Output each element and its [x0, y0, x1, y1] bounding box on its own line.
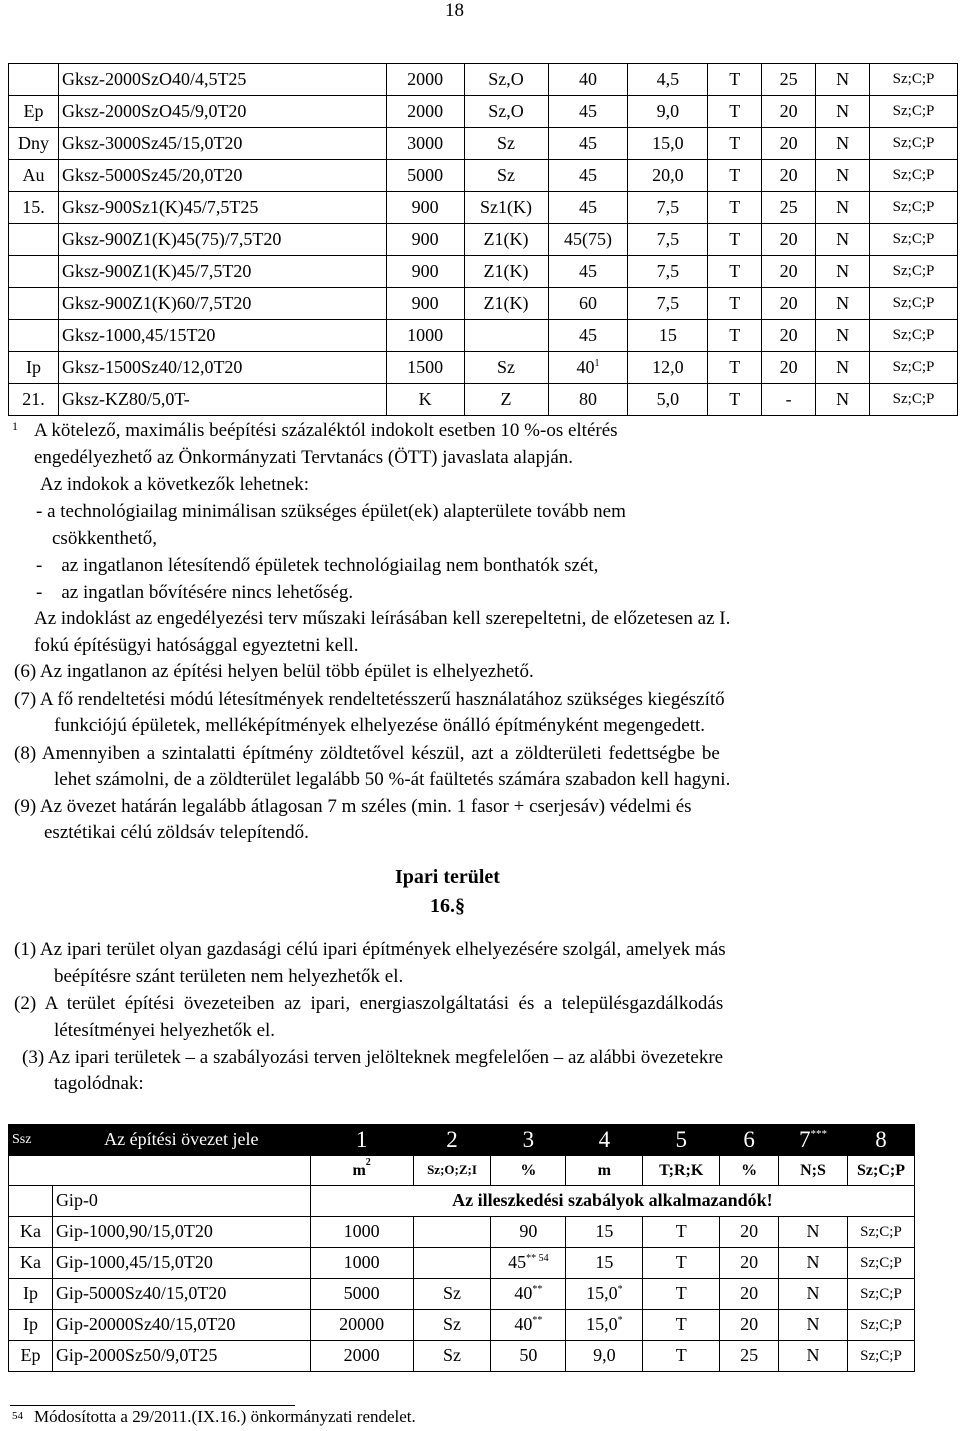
- max-height: 12,0: [628, 352, 708, 384]
- header-col-7-label: 7: [799, 1127, 811, 1153]
- units-row: [9, 1156, 915, 1186]
- max-height: 7,5: [628, 256, 708, 288]
- extra: Sz;C;P: [870, 352, 958, 384]
- row-index: Ka: [9, 1217, 53, 1248]
- row-index: [9, 64, 59, 96]
- min-lot-area: 900: [386, 288, 464, 320]
- max-coverage: 45: [548, 160, 628, 192]
- zone-table-industrial: [8, 1124, 915, 1372]
- header-col-7-sup: ***: [810, 1128, 827, 1141]
- footnote-54-marker: 54: [12, 1410, 23, 1422]
- parking: N: [779, 1248, 848, 1279]
- row-index: [9, 288, 59, 320]
- parking: N: [816, 192, 870, 224]
- footnote-1-line: engedélyezhető az Önkormányzati Tervtanács (ÖTT) javaslata alapján.: [34, 447, 574, 468]
- utility-level: T: [708, 320, 762, 352]
- table-row: [9, 160, 958, 192]
- paragraph-8-cont: lehet számolni, de a zöldterület legalább 50 %-át faültetés számára szabadon kell hagyni.: [54, 769, 731, 790]
- max-height: 7,5: [628, 192, 708, 224]
- paragraph-9-cont: esztétikai célú zöldsáv telepítendő.: [44, 822, 309, 843]
- row-index: Ep: [9, 1341, 53, 1372]
- max-coverage: [491, 1279, 566, 1310]
- min-green: 20: [762, 96, 816, 128]
- table-header-row: [9, 1125, 915, 1156]
- zone-code: Gip-1000,90/15,0T20: [52, 1217, 310, 1248]
- min-lot-area: 1500: [386, 352, 464, 384]
- header-col-4: 4: [566, 1125, 643, 1156]
- utility-level: T: [708, 160, 762, 192]
- row-index: Ip: [9, 1310, 53, 1341]
- footnote-1-line: csökkenthető,: [52, 528, 158, 549]
- table-row: [9, 352, 958, 384]
- max-coverage: [491, 1248, 566, 1279]
- section-number: 16.§: [430, 895, 465, 917]
- max-coverage-value: 45: [508, 1252, 527, 1273]
- building-mode: Z1(K): [464, 256, 548, 288]
- min-green: 20: [762, 224, 816, 256]
- header-ssz: Ssz: [9, 1125, 53, 1156]
- max-height: 9,0: [566, 1341, 643, 1372]
- header-col-3: 3: [491, 1125, 566, 1156]
- table-row: [9, 224, 958, 256]
- header-col-7: [779, 1125, 848, 1156]
- min-lot-area: 1000: [386, 320, 464, 352]
- min-lot-area: 5000: [386, 160, 464, 192]
- row-index: Ep: [9, 96, 59, 128]
- min-green: 25: [762, 192, 816, 224]
- min-green: 20: [720, 1310, 779, 1341]
- zone-code: Gksz-900Z1(K)45(75)/7,5T20: [58, 224, 386, 256]
- parking: N: [779, 1341, 848, 1372]
- table-row: [9, 1341, 915, 1372]
- parking: N: [779, 1310, 848, 1341]
- min-lot-area: 900: [386, 192, 464, 224]
- paragraph-6: (6) Az ingatlanon az építési helyen belül több épület is elhelyezhető.: [14, 661, 534, 682]
- max-coverage: 45: [548, 256, 628, 288]
- table-row: [9, 288, 958, 320]
- building-mode: Sz,O: [464, 64, 548, 96]
- min-green: 20: [762, 320, 816, 352]
- unit-percent-2: %: [720, 1156, 779, 1186]
- utility-level: T: [708, 128, 762, 160]
- extra: Sz;C;P: [870, 256, 958, 288]
- utility-level: T: [643, 1341, 720, 1372]
- table-row: [9, 384, 958, 416]
- extra: Sz;C;P: [870, 160, 958, 192]
- parking: N: [816, 352, 870, 384]
- utility-level: T: [708, 64, 762, 96]
- zone-code: Gksz-900Sz1(K)45/7,5T25: [58, 192, 386, 224]
- max-height-value: 15,0: [586, 1283, 618, 1304]
- zone-table-top: [8, 63, 958, 416]
- parking: N: [816, 256, 870, 288]
- utility-level: T: [708, 192, 762, 224]
- max-coverage-sup: ** 54: [526, 1253, 549, 1265]
- units-empty: [52, 1156, 310, 1186]
- table-row: [9, 1186, 915, 1217]
- utility-level: T: [708, 384, 762, 416]
- section-heading: Ipari terület: [395, 866, 500, 888]
- unit-percent: %: [491, 1156, 566, 1186]
- paragraph-7: (7) A fő rendeltetési módú létesítmények rendeltetésszerű használatához szükséges kiegészítő: [14, 689, 725, 710]
- building-mode: Sz: [464, 128, 548, 160]
- extra: Sz;C;P: [847, 1217, 914, 1248]
- paragraph-s2-cont: létesítményei helyezhetők el.: [54, 1020, 276, 1041]
- max-coverage: 80: [548, 384, 628, 416]
- row-index: [9, 320, 59, 352]
- max-coverage-sup: **: [532, 1315, 543, 1327]
- zone-code: Gksz-900Z1(K)60/7,5T20: [58, 288, 386, 320]
- row-index: Dny: [9, 128, 59, 160]
- max-height: 9,0: [628, 96, 708, 128]
- max-height: 15: [628, 320, 708, 352]
- max-coverage: 45: [548, 320, 628, 352]
- unit-trk: T;R;K: [643, 1156, 720, 1186]
- table-row: [9, 1248, 915, 1279]
- max-height: 15: [566, 1248, 643, 1279]
- table-row: [9, 320, 958, 352]
- zone-code: Gip-2000Sz50/9,0T25: [52, 1341, 310, 1372]
- min-green: 20: [762, 128, 816, 160]
- utility-level: T: [643, 1310, 720, 1341]
- footnote-54-text: Módosította a 29/2011.(IX.16.) önkormányzati rendelet.: [34, 1407, 416, 1426]
- paragraph-8: (8) Amennyiben a szintalatti építmény zöldtetővel készül, azt a zöldterületi fedettségbe be: [14, 743, 720, 764]
- table-row: [9, 64, 958, 96]
- extra: Sz;C;P: [870, 64, 958, 96]
- max-coverage: 60: [548, 288, 628, 320]
- parking: N: [816, 96, 870, 128]
- paragraph-9: (9) Az övezet határán legalább átlagosan 7 m széles (min. 1 fasor + cserjesáv) védelmi és: [14, 796, 692, 817]
- unit-area-sup: 2: [365, 1156, 371, 1168]
- max-height: [566, 1310, 643, 1341]
- building-mode: Sz,O: [464, 96, 548, 128]
- page-number: 18: [445, 0, 464, 21]
- utility-level: T: [643, 1248, 720, 1279]
- row-index: Ip: [9, 1279, 53, 1310]
- extra: Sz;C;P: [847, 1341, 914, 1372]
- parking: N: [816, 384, 870, 416]
- paragraph-s1: (1) Az ipari terület olyan gazdasági célú ipari építmények elhelyezésére szolgál, amelyek más: [14, 939, 726, 960]
- table-row: [9, 1310, 915, 1341]
- min-green: 20: [762, 288, 816, 320]
- building-mode: Sz: [413, 1310, 491, 1341]
- min-green: 20: [720, 1217, 779, 1248]
- table-row: [9, 256, 958, 288]
- row-index: [9, 224, 59, 256]
- max-coverage-sup: 1: [594, 357, 600, 369]
- utility-level: T: [708, 256, 762, 288]
- min-lot-area: 900: [386, 224, 464, 256]
- min-green: 20: [762, 352, 816, 384]
- footnote-1-line: - az ingatlan bővítésére nincs lehetőség.: [36, 582, 354, 603]
- max-height: 7,5: [628, 288, 708, 320]
- extra: Sz;C;P: [847, 1310, 914, 1341]
- parking: N: [816, 64, 870, 96]
- max-height-sup: *: [617, 1284, 623, 1296]
- min-green: 20: [720, 1279, 779, 1310]
- max-height: 20,0: [628, 160, 708, 192]
- zone-code: Gksz-900Z1(K)45/7,5T20: [58, 256, 386, 288]
- max-height: [566, 1279, 643, 1310]
- max-height: 4,5: [628, 64, 708, 96]
- zone-code: Gip-0: [52, 1186, 310, 1217]
- max-coverage: 50: [491, 1341, 566, 1372]
- max-coverage: 45: [548, 128, 628, 160]
- footnote-marker-1: 1: [12, 419, 18, 433]
- paragraph-7-cont: funkciójú épületek, melléképítmények elhelyezése önálló építményként megengedett.: [54, 715, 706, 736]
- min-lot-area: 20000: [310, 1310, 413, 1341]
- min-lot-area: 2000: [386, 64, 464, 96]
- max-coverage: 45: [548, 96, 628, 128]
- header-col-6: 6: [720, 1125, 779, 1156]
- max-coverage-value: 40: [514, 1314, 533, 1335]
- parking: N: [816, 160, 870, 192]
- max-height: 15: [566, 1217, 643, 1248]
- table-row: [9, 96, 958, 128]
- parking: N: [816, 224, 870, 256]
- header-col-5: 5: [643, 1125, 720, 1156]
- extra: Sz;C;P: [870, 128, 958, 160]
- unit-ns: N;S: [779, 1156, 848, 1186]
- extra: Sz;C;P: [847, 1248, 914, 1279]
- min-lot-area: 900: [386, 256, 464, 288]
- utility-level: T: [708, 288, 762, 320]
- extra: Sz;C;P: [870, 384, 958, 416]
- max-height-sup: *: [617, 1315, 623, 1327]
- building-mode: Z1(K): [464, 224, 548, 256]
- max-coverage: 40: [548, 64, 628, 96]
- min-lot-area: K: [386, 384, 464, 416]
- zone-code: Gip-5000Sz40/15,0T20: [52, 1279, 310, 1310]
- building-mode: [413, 1248, 491, 1279]
- min-green: 20: [762, 256, 816, 288]
- max-coverage: 90: [491, 1217, 566, 1248]
- building-mode: Sz: [464, 160, 548, 192]
- footnote-1-line: A kötelező, maximális beépítési százaléktól indokolt esetben 10 %-os eltérés: [34, 420, 618, 441]
- min-green: 25: [720, 1341, 779, 1372]
- row-index: 21.: [9, 384, 59, 416]
- building-mode: [464, 320, 548, 352]
- min-lot-area: 5000: [310, 1279, 413, 1310]
- min-green: -: [762, 384, 816, 416]
- row-index: Ip: [9, 352, 59, 384]
- min-lot-area: 1000: [310, 1217, 413, 1248]
- units-empty: [9, 1156, 53, 1186]
- unit-area-label: m: [352, 1161, 366, 1179]
- header-zone-code: Az építési övezet jele: [52, 1125, 310, 1156]
- max-coverage: 45: [548, 192, 628, 224]
- header-col-1: 1: [310, 1125, 413, 1156]
- building-mode: Sz: [413, 1341, 491, 1372]
- max-coverage: 45(75): [548, 224, 628, 256]
- unit-meter: m: [566, 1156, 643, 1186]
- zone-code: Gksz-1000,45/15T20: [58, 320, 386, 352]
- max-coverage-value: 40: [514, 1283, 533, 1304]
- header-col-8: 8: [847, 1125, 914, 1156]
- paragraph-s3-cont: tagolódnak:: [54, 1073, 144, 1094]
- max-coverage-value: 40: [576, 356, 595, 377]
- zone-code: Gip-20000Sz40/15,0T20: [52, 1310, 310, 1341]
- building-mode: Sz: [413, 1279, 491, 1310]
- parking: N: [779, 1217, 848, 1248]
- unit-area: [310, 1156, 413, 1186]
- extra: Sz;C;P: [870, 320, 958, 352]
- utility-level: T: [708, 224, 762, 256]
- parking: N: [816, 288, 870, 320]
- header-col-2: 2: [413, 1125, 491, 1156]
- footnote-1-line: Az indoklást az engedélyezési terv műszaki leírásában kell szerepeltetni, de előzetesen az I.: [34, 608, 731, 629]
- max-coverage: [491, 1310, 566, 1341]
- paragraph-s2: (2) A terület építési övezeteiben az ipari, energiaszolgáltatási és a településgazdálkodás: [14, 993, 724, 1014]
- min-green: 20: [720, 1248, 779, 1279]
- building-mode: Z1(K): [464, 288, 548, 320]
- min-lot-area: 2000: [310, 1341, 413, 1372]
- extra: Sz;C;P: [847, 1279, 914, 1310]
- paragraph-s1-cont: beépítésre szánt területen nem helyezhetők el.: [54, 966, 404, 987]
- zone-code: Gksz-1500Sz40/12,0T20: [58, 352, 386, 384]
- utility-level: T: [708, 96, 762, 128]
- min-green: 25: [762, 64, 816, 96]
- gip0-note: Az illeszkedési szabályok alkalmazandók!: [310, 1186, 914, 1217]
- max-coverage: [548, 352, 628, 384]
- row-index: 15.: [9, 192, 59, 224]
- min-green: 20: [762, 160, 816, 192]
- unit-szcp: Sz;C;P: [847, 1156, 914, 1186]
- row-index: Au: [9, 160, 59, 192]
- max-height: 7,5: [628, 224, 708, 256]
- zone-code: Gksz-2000SzO45/9,0T20: [58, 96, 386, 128]
- min-lot-area: 1000: [310, 1248, 413, 1279]
- max-height: 5,0: [628, 384, 708, 416]
- utility-level: T: [643, 1217, 720, 1248]
- footnote-1-line: - az ingatlanon létesítendő épületek technológiailag nem bonthatók szét,: [36, 555, 599, 576]
- table-row: [9, 1217, 915, 1248]
- max-height: 15,0: [628, 128, 708, 160]
- parking: N: [816, 128, 870, 160]
- zone-code: Gksz-5000Sz45/20,0T20: [58, 160, 386, 192]
- row-index: Ka: [9, 1248, 53, 1279]
- extra: Sz;C;P: [870, 288, 958, 320]
- zone-code: Gksz-KZ80/5,0T-: [58, 384, 386, 416]
- extra: Sz;C;P: [870, 192, 958, 224]
- utility-level: T: [643, 1279, 720, 1310]
- zone-code: Gip-1000,45/15,0T20: [52, 1248, 310, 1279]
- row-index: [9, 1186, 53, 1217]
- extra: Sz;C;P: [870, 96, 958, 128]
- zone-code: Gksz-2000SzO40/4,5T25: [58, 64, 386, 96]
- extra: Sz;C;P: [870, 224, 958, 256]
- building-mode: [413, 1217, 491, 1248]
- table-row: [9, 1279, 915, 1310]
- building-mode: Z: [464, 384, 548, 416]
- parking: N: [779, 1279, 848, 1310]
- building-mode: Sz1(K): [464, 192, 548, 224]
- building-mode: Sz: [464, 352, 548, 384]
- min-lot-area: 3000: [386, 128, 464, 160]
- min-lot-area: 2000: [386, 96, 464, 128]
- max-height-value: 15,0: [586, 1314, 618, 1335]
- footnote-1-line: - a technológiailag minimálisan szükséges épület(ek) alapterülete tovább nem: [36, 501, 626, 522]
- row-index: [9, 256, 59, 288]
- table-row: [9, 192, 958, 224]
- parking: N: [816, 320, 870, 352]
- zone-code: Gksz-3000Sz45/15,0T20: [58, 128, 386, 160]
- paragraph-s3: (3) Az ipari területek – a szabályozási terven jelölteknek megfelelően – az alábbi övezetekre: [22, 1047, 724, 1068]
- footnote-1-line: fokú építésügyi hatósággal egyeztetni kell.: [34, 635, 359, 656]
- table-row: [9, 128, 958, 160]
- unit-mode: Sz;O;Z;I: [413, 1156, 491, 1186]
- footnote-1-line: Az indokok a következők lehetnek:: [40, 474, 310, 495]
- max-coverage-sup: **: [532, 1284, 543, 1296]
- utility-level: T: [708, 352, 762, 384]
